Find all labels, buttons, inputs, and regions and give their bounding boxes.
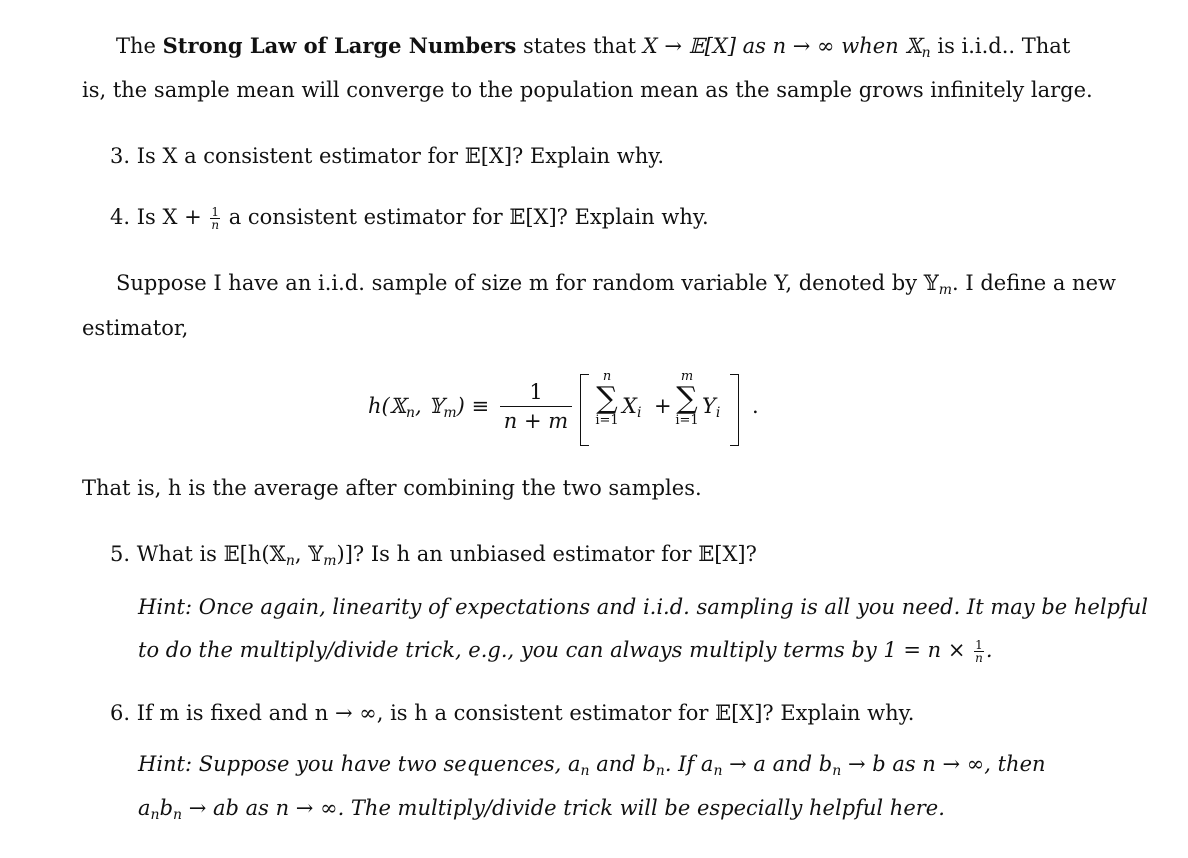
hint-6-line-2: $a_nb_n$ → ab as n → ∞. The multiply/divide trick will be especially helpful here. — [138, 796, 945, 823]
question-6: 6. If m is fixed and n → ∞, is h a consistent estimator for 𝔼[X]? Explain why. — [110, 701, 915, 725]
left-bracket — [580, 374, 589, 446]
subscript-n: n — [921, 45, 931, 61]
formula-period: . — [752, 394, 759, 418]
formula-lhs: h(𝕏$_n$, 𝕐$_m$) ≡ — [368, 394, 490, 421]
question-5: 5. What is 𝔼[h(𝕏$_n$, 𝕐$_m$)]? Is h an unbiased estimator for 𝔼[X]? — [110, 542, 757, 569]
intro-tail: is i.i.d.. That — [930, 34, 1071, 58]
fraction-one-over-n: $\frac{1}{n}$ — [975, 638, 983, 665]
hint-5-line-2: to do the multiply/divide trick, e.g., you can always multiply terms by 1 = n × $\frac{1}{n}$ . — [138, 638, 993, 665]
intro-text: The — [116, 34, 163, 58]
hint-5-line-1: Hint: Once again, linearity of expectations and i.i.d. sampling is all you need. It may be helpful — [138, 595, 1148, 619]
question-4-tail: a consistent estimator for 𝔼[X]? Explain why. — [228, 205, 709, 229]
question-4 — [110, 203, 709, 231]
lln-statement: X → 𝔼[X] as n → ∞ when 𝕏 — [642, 34, 922, 58]
term-x: $X_i$ — [622, 394, 642, 421]
intro-line-2: is, the sample mean will converge to the population mean as the sample grows infinitely large. — [82, 78, 1093, 102]
sigma-icon: ∑ — [676, 381, 698, 416]
sum-2: m ∑ i=1 — [670, 370, 704, 428]
setup-text: Suppose I have an i.i.d. sample of size m for random variable Y, denoted by 𝕐 — [116, 271, 939, 295]
after-formula-text: That is, h is the average after combining the two samples. — [82, 476, 702, 500]
intro-line-1 — [116, 32, 1070, 60]
question-4-lead: 4. Is X + — [110, 205, 202, 229]
lln-term: Strong Law of Large Numbers — [162, 33, 517, 58]
formula-fraction: $\frac{1}{n + m}$ — [500, 380, 572, 433]
sigma-icon: ∑ — [596, 381, 618, 416]
setup-line-1: Suppose I have an i.i.d. sample of size m for random variable Y, denoted by 𝕐$_m$. I define a new — [116, 271, 1116, 298]
term-y: $Y_i$ — [702, 394, 721, 421]
setup-tail: . I define a new — [952, 271, 1116, 295]
question-3: 3. Is X a consistent estimator for 𝔼[X]? Explain why. — [110, 144, 664, 168]
fraction-one-over-n: $\frac{1}{n}$ — [211, 205, 220, 232]
hint-6-line-1: Hint: Suppose you have two sequences, $a_n$ and $b_n$. If $a_n \to a$ and $b_n \to b$ as n → ∞, then — [138, 752, 1046, 779]
sum-1: n ∑ i=1 — [590, 370, 624, 428]
intro-text-2: states that — [516, 34, 643, 58]
setup-line-2: estimator, — [82, 316, 189, 340]
estimator-formula — [368, 370, 788, 448]
right-bracket — [730, 374, 739, 446]
plus-sign: + — [654, 394, 672, 418]
